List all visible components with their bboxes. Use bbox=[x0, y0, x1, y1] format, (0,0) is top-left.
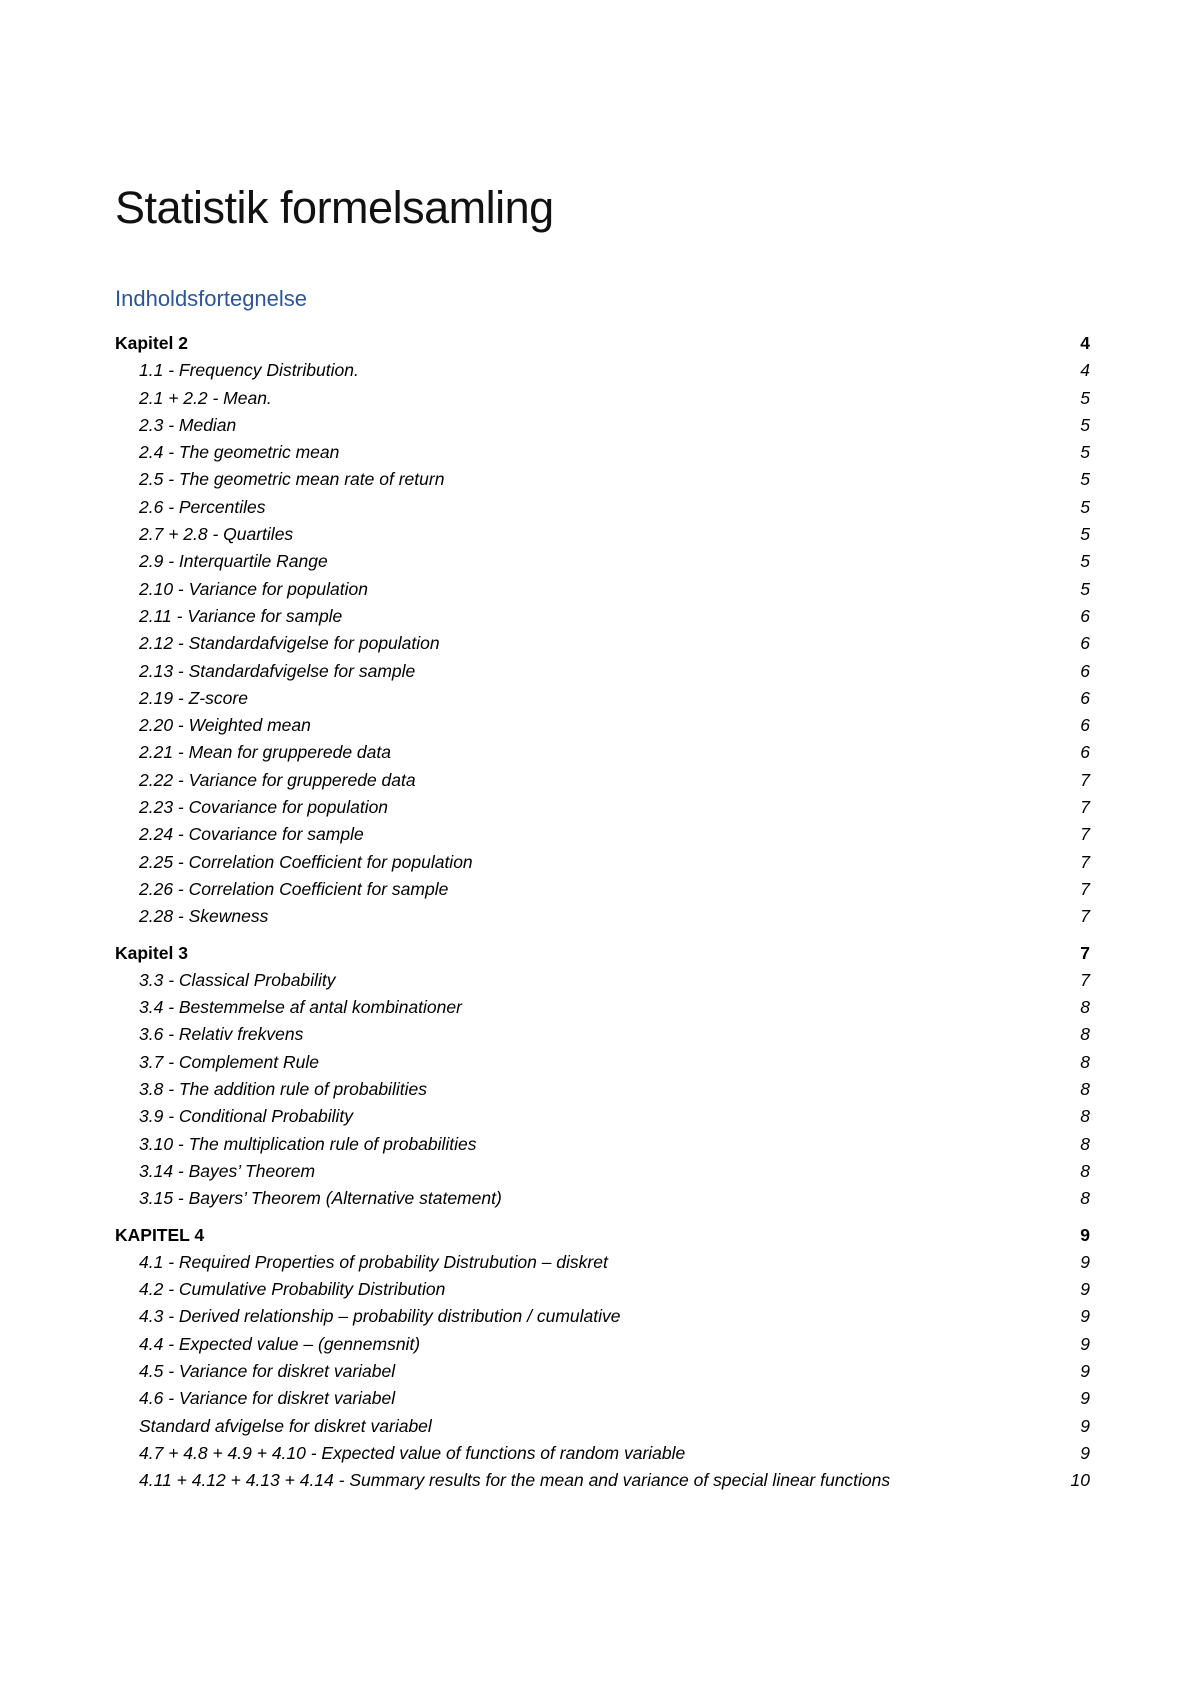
toc-entry-link[interactable] bbox=[115, 412, 1090, 439]
document-page bbox=[115, 180, 1090, 1503]
toc-page-number: 5 bbox=[1080, 578, 1090, 599]
toc-entry-link[interactable] bbox=[115, 576, 1090, 603]
toc-entry-link[interactable] bbox=[115, 1358, 1090, 1385]
toc-chapter-title: KAPITEL 4 bbox=[115, 1224, 205, 1245]
toc-entry-link[interactable] bbox=[115, 794, 1090, 821]
toc-entry-label: 2.24 - Covariance for sample bbox=[139, 824, 364, 845]
toc-page-number: 9 bbox=[1080, 1415, 1090, 1436]
toc-page-number: 8 bbox=[1080, 1106, 1090, 1127]
toc-entry-label: 2.11 - Variance for sample bbox=[139, 605, 343, 626]
toc-page-number: 8 bbox=[1080, 1024, 1090, 1045]
toc-chapter-link[interactable] bbox=[115, 940, 1090, 967]
toc-entry-label: 3.9 - Conditional Probability bbox=[139, 1106, 354, 1127]
toc-page-number: 4 bbox=[1080, 360, 1090, 381]
toc-entry-label: 4.3 - Derived relationship – probability distribution / cumulative bbox=[139, 1306, 621, 1327]
toc-entry-label: 2.23 - Covariance for population bbox=[139, 797, 389, 818]
toc-entry-link[interactable] bbox=[115, 1331, 1090, 1358]
toc-entry-link[interactable] bbox=[115, 1076, 1090, 1103]
toc-page-number: 9 bbox=[1080, 1360, 1090, 1381]
toc-page-number: 7 bbox=[1080, 797, 1090, 818]
toc-entry-link[interactable] bbox=[115, 967, 1090, 994]
toc-page-number: 9 bbox=[1080, 1333, 1090, 1354]
toc-chapter-title: Kapitel 3 bbox=[115, 942, 188, 963]
toc-page-number: 9 bbox=[1080, 1306, 1090, 1327]
toc-chapter-link[interactable] bbox=[115, 330, 1090, 357]
toc-page-number: 7 bbox=[1080, 824, 1090, 845]
toc-page-number: 5 bbox=[1080, 551, 1090, 572]
toc-entry-label: 3.14 - Bayes’ Theorem bbox=[139, 1160, 316, 1181]
toc-entry-label: 2.13 - Standardafvigelse for sample bbox=[139, 660, 416, 681]
toc-chapter-link[interactable] bbox=[115, 1222, 1090, 1249]
toc-page-number: 9 bbox=[1080, 1251, 1090, 1272]
toc-entry-link[interactable] bbox=[115, 767, 1090, 794]
toc-entry-label: 4.6 - Variance for diskret variabel bbox=[139, 1388, 396, 1409]
document-title: Statistik formelsamling bbox=[115, 182, 554, 233]
toc-entry-link[interactable] bbox=[115, 385, 1090, 412]
toc-entry-label: 2.25 - Correlation Coefficient for population bbox=[139, 851, 473, 872]
toc-entry-label: 4.5 - Variance for diskret variabel bbox=[139, 1360, 396, 1381]
toc-entry-label: 4.4 - Expected value – (gennemsnit) bbox=[139, 1333, 421, 1354]
toc-page-number: 9 bbox=[1080, 1279, 1090, 1300]
toc-entry-link[interactable] bbox=[115, 521, 1090, 548]
toc-entry-label: 2.28 - Skewness bbox=[139, 906, 269, 927]
toc-entry-link[interactable] bbox=[115, 603, 1090, 630]
toc-page-number: 6 bbox=[1080, 715, 1090, 736]
toc-entry-label: Standard afvigelse for diskret variabel bbox=[139, 1415, 432, 1436]
toc-entry-label: 1.1 - Frequency Distribution. bbox=[139, 360, 359, 381]
toc-page-number: 8 bbox=[1080, 1079, 1090, 1100]
toc-chapter bbox=[115, 940, 1090, 1213]
toc-entry-label: 3.10 - The multiplication rule of probabilities bbox=[139, 1133, 477, 1154]
toc-page-number: 9 bbox=[1080, 1442, 1090, 1463]
toc-entry-label: 3.6 - Relativ frekvens bbox=[139, 1024, 304, 1045]
toc-page-number: 5 bbox=[1080, 442, 1090, 463]
toc-page-number: 5 bbox=[1080, 387, 1090, 408]
toc-entry-link[interactable] bbox=[115, 1131, 1090, 1158]
toc-entry-link[interactable] bbox=[115, 876, 1090, 903]
toc-page-number: 7 bbox=[1080, 878, 1090, 899]
toc-entry-label: 2.9 - Interquartile Range bbox=[139, 551, 328, 572]
toc-page-number: 7 bbox=[1080, 769, 1090, 790]
toc-entry-link[interactable] bbox=[115, 658, 1090, 685]
toc-page-number: 9 bbox=[1080, 1224, 1090, 1245]
toc-entry-link[interactable] bbox=[115, 494, 1090, 521]
toc-page-number: 7 bbox=[1080, 942, 1090, 963]
toc-page-number: 6 bbox=[1080, 687, 1090, 708]
toc-page-number: 6 bbox=[1080, 633, 1090, 654]
toc-entry-label: 3.4 - Bestemmelse af antal kombinationer bbox=[139, 997, 462, 1018]
toc-entry-link[interactable] bbox=[115, 1049, 1090, 1076]
toc-page-number: 4 bbox=[1080, 333, 1090, 353]
toc-entry-label: 4.2 - Cumulative Probability Distribution bbox=[139, 1279, 446, 1300]
toc-entry-label: 2.5 - The geometric mean rate of return bbox=[139, 469, 445, 490]
toc-entry-link[interactable] bbox=[115, 1413, 1090, 1440]
toc-entry-link[interactable] bbox=[115, 630, 1090, 657]
toc-page-number: 6 bbox=[1080, 605, 1090, 626]
toc-entry-label: 2.20 - Weighted mean bbox=[139, 715, 311, 736]
toc-entry-label: 2.6 - Percentiles bbox=[139, 496, 266, 517]
toc-entry-label: 2.4 - The geometric mean bbox=[139, 442, 340, 463]
toc-entry-label: 3.3 - Classical Probability bbox=[139, 969, 336, 990]
toc-page-number: 5 bbox=[1080, 469, 1090, 490]
toc-page-number: 7 bbox=[1080, 969, 1090, 990]
toc-entry-link[interactable] bbox=[115, 994, 1090, 1021]
toc-entry-label: 4.1 - Required Properties of probability Distrubution – diskret bbox=[139, 1251, 608, 1272]
toc-entry-link[interactable] bbox=[115, 1440, 1090, 1467]
toc-entry-link[interactable] bbox=[115, 1103, 1090, 1130]
toc-chapter bbox=[115, 330, 1090, 931]
toc-entry-link[interactable] bbox=[115, 1021, 1090, 1048]
toc-entry-label: 2.10 - Variance for population bbox=[139, 578, 368, 599]
toc-page-number: 8 bbox=[1080, 1133, 1090, 1154]
toc-page-number: 7 bbox=[1080, 851, 1090, 872]
toc-entry-label: 2.19 - Z-score bbox=[139, 687, 248, 708]
toc-page-number: 8 bbox=[1080, 1160, 1090, 1181]
toc-entry-link[interactable] bbox=[115, 548, 1090, 575]
toc-entry-link[interactable] bbox=[115, 357, 1090, 384]
toc-entry-label: 2.26 - Correlation Coefficient for sample bbox=[139, 878, 449, 899]
toc-page-number: 8 bbox=[1080, 997, 1090, 1018]
toc-page-number: 5 bbox=[1080, 496, 1090, 517]
toc-chapter bbox=[115, 1222, 1090, 1495]
toc-page-number: 9 bbox=[1080, 1388, 1090, 1409]
toc-entry-link[interactable] bbox=[115, 685, 1090, 712]
toc-entry-label: 3.7 - Complement Rule bbox=[139, 1051, 319, 1072]
toc-entry-label: 4.7 + 4.8 + 4.9 + 4.10 - Expected value of functions of random variable bbox=[139, 1442, 686, 1463]
toc-entry-link[interactable] bbox=[115, 712, 1090, 739]
toc-entry-link[interactable] bbox=[115, 1467, 1090, 1494]
toc-entry-link[interactable] bbox=[115, 1276, 1090, 1303]
toc-chapter-title: Kapitel 2 bbox=[115, 333, 188, 353]
toc-entry-link[interactable] bbox=[115, 739, 1090, 766]
toc-entry-label: 2.1 + 2.2 - Mean. bbox=[139, 387, 272, 408]
toc-heading: Indholdsfortegnelse bbox=[115, 286, 308, 311]
toc-entry-link[interactable] bbox=[115, 1185, 1090, 1212]
toc-page-number: 8 bbox=[1080, 1051, 1090, 1072]
table-of-contents bbox=[115, 330, 1090, 1494]
toc-entry-link[interactable] bbox=[115, 1158, 1090, 1185]
toc-page-number: 10 bbox=[1070, 1470, 1090, 1491]
toc-page-number: 6 bbox=[1080, 660, 1090, 681]
toc-entry-link[interactable] bbox=[115, 1385, 1090, 1412]
toc-entry-link[interactable] bbox=[115, 439, 1090, 466]
toc-page-number: 7 bbox=[1080, 906, 1090, 927]
toc-entry-label: 2.3 - Median bbox=[139, 414, 237, 435]
toc-entry-label: 3.8 - The addition rule of probabilities bbox=[139, 1079, 427, 1100]
toc-entry-link[interactable] bbox=[115, 1303, 1090, 1330]
toc-entry-link[interactable] bbox=[115, 849, 1090, 876]
toc-entry-label: 2.22 - Variance for grupperede data bbox=[139, 769, 416, 790]
toc-entry-link[interactable] bbox=[115, 1249, 1090, 1276]
toc-entry-label: 4.11 + 4.12 + 4.13 + 4.14 - Summary results for the mean and variance of special linear functions bbox=[139, 1470, 891, 1491]
toc-entry-label: 3.15 - Bayers’ Theorem (Alternative statement) bbox=[139, 1188, 502, 1209]
toc-entry-link[interactable] bbox=[115, 466, 1090, 493]
toc-page-number: 8 bbox=[1080, 1188, 1090, 1209]
toc-page-number: 5 bbox=[1080, 414, 1090, 435]
toc-entry-label: 2.12 - Standardafvigelse for population bbox=[139, 633, 440, 654]
toc-page-number: 5 bbox=[1080, 524, 1090, 545]
toc-entry-label: 2.21 - Mean for grupperede data bbox=[139, 742, 391, 763]
toc-entry-link[interactable] bbox=[115, 903, 1090, 930]
toc-entry-label: 2.7 + 2.8 - Quartiles bbox=[139, 524, 294, 545]
toc-entry-link[interactable] bbox=[115, 821, 1090, 848]
toc-page-number: 6 bbox=[1080, 742, 1090, 763]
